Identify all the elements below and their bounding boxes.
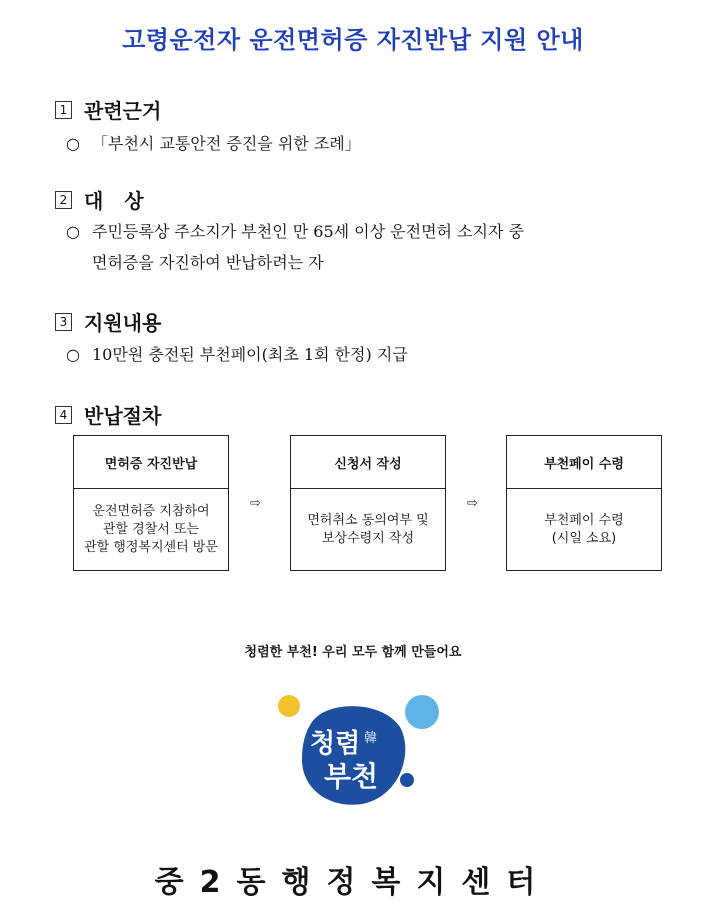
bullet-icon: ○	[66, 345, 80, 364]
procedure-step-2-title: 신청서 작성	[291, 436, 445, 489]
bullet-icon: ○	[66, 134, 80, 153]
procedure-step-2	[290, 435, 446, 571]
section-2-number: 2	[55, 191, 72, 209]
procedure-step-3-body: 부천페이 수령 (시일 소요)	[544, 513, 624, 546]
logo-text-line2: 부천	[324, 760, 379, 793]
procedure-step-3	[506, 435, 662, 571]
bullet-icon: ○	[66, 222, 80, 241]
section-3-text: 10만원 충전된 부천페이(최초 1회 한정) 지급	[92, 345, 408, 364]
section-3-title: 지원내용	[84, 311, 162, 335]
logo-text-line1: 청렴	[310, 729, 361, 759]
section-1-text: 「부천시 교통안전 증진을 위한 조례」	[92, 134, 361, 153]
section-2-item	[66, 219, 524, 242]
section-3-heading	[55, 307, 161, 336]
section-1-item	[66, 131, 361, 154]
section-4-title: 반납절차	[84, 404, 162, 428]
logo-text-hanja: 韓	[364, 731, 378, 746]
cheongnyeom-bucheon-logo	[272, 682, 442, 817]
section-2-text-line2: 면허증을 자진하여 반납하려는 자	[92, 253, 324, 272]
section-1-number: 1	[55, 101, 72, 119]
footer-office-name: 중2동행정복지센터	[154, 865, 552, 900]
procedure-step-1-body: 운전면허증 지참하여 관할 경찰서 또는 관할 행정복지센터 방문	[84, 504, 218, 555]
arrow-right-icon: ⇨	[250, 496, 261, 511]
slogan: 청렴한 부천! 우리 모두 함께 만들어요	[244, 645, 462, 660]
section-3-number: 3	[55, 313, 72, 331]
arrow-right-icon: ⇨	[467, 496, 478, 511]
procedure-step-1	[73, 435, 229, 571]
procedure-step-3-title: 부천페이 수령	[507, 436, 661, 489]
section-4-heading	[55, 400, 161, 429]
section-3-item	[66, 342, 408, 365]
section-2-heading	[55, 185, 144, 214]
document-title: 고령운전자 운전면허증 자진반납 지원 안내	[122, 26, 584, 54]
section-1-title: 관련근거	[84, 99, 162, 123]
section-2-text-line1: 주민등록상 주소지가 부천인 만 65세 이상 운전면허 소지자 중	[92, 222, 524, 241]
section-2-title: 대 상	[84, 189, 144, 213]
procedure-step-2-body: 면허취소 동의여부 및 보상수령지 작성	[307, 513, 429, 546]
section-1-heading	[55, 95, 161, 124]
procedure-step-1-title: 면허증 자진반납	[74, 436, 228, 489]
section-4-number: 4	[55, 406, 72, 424]
